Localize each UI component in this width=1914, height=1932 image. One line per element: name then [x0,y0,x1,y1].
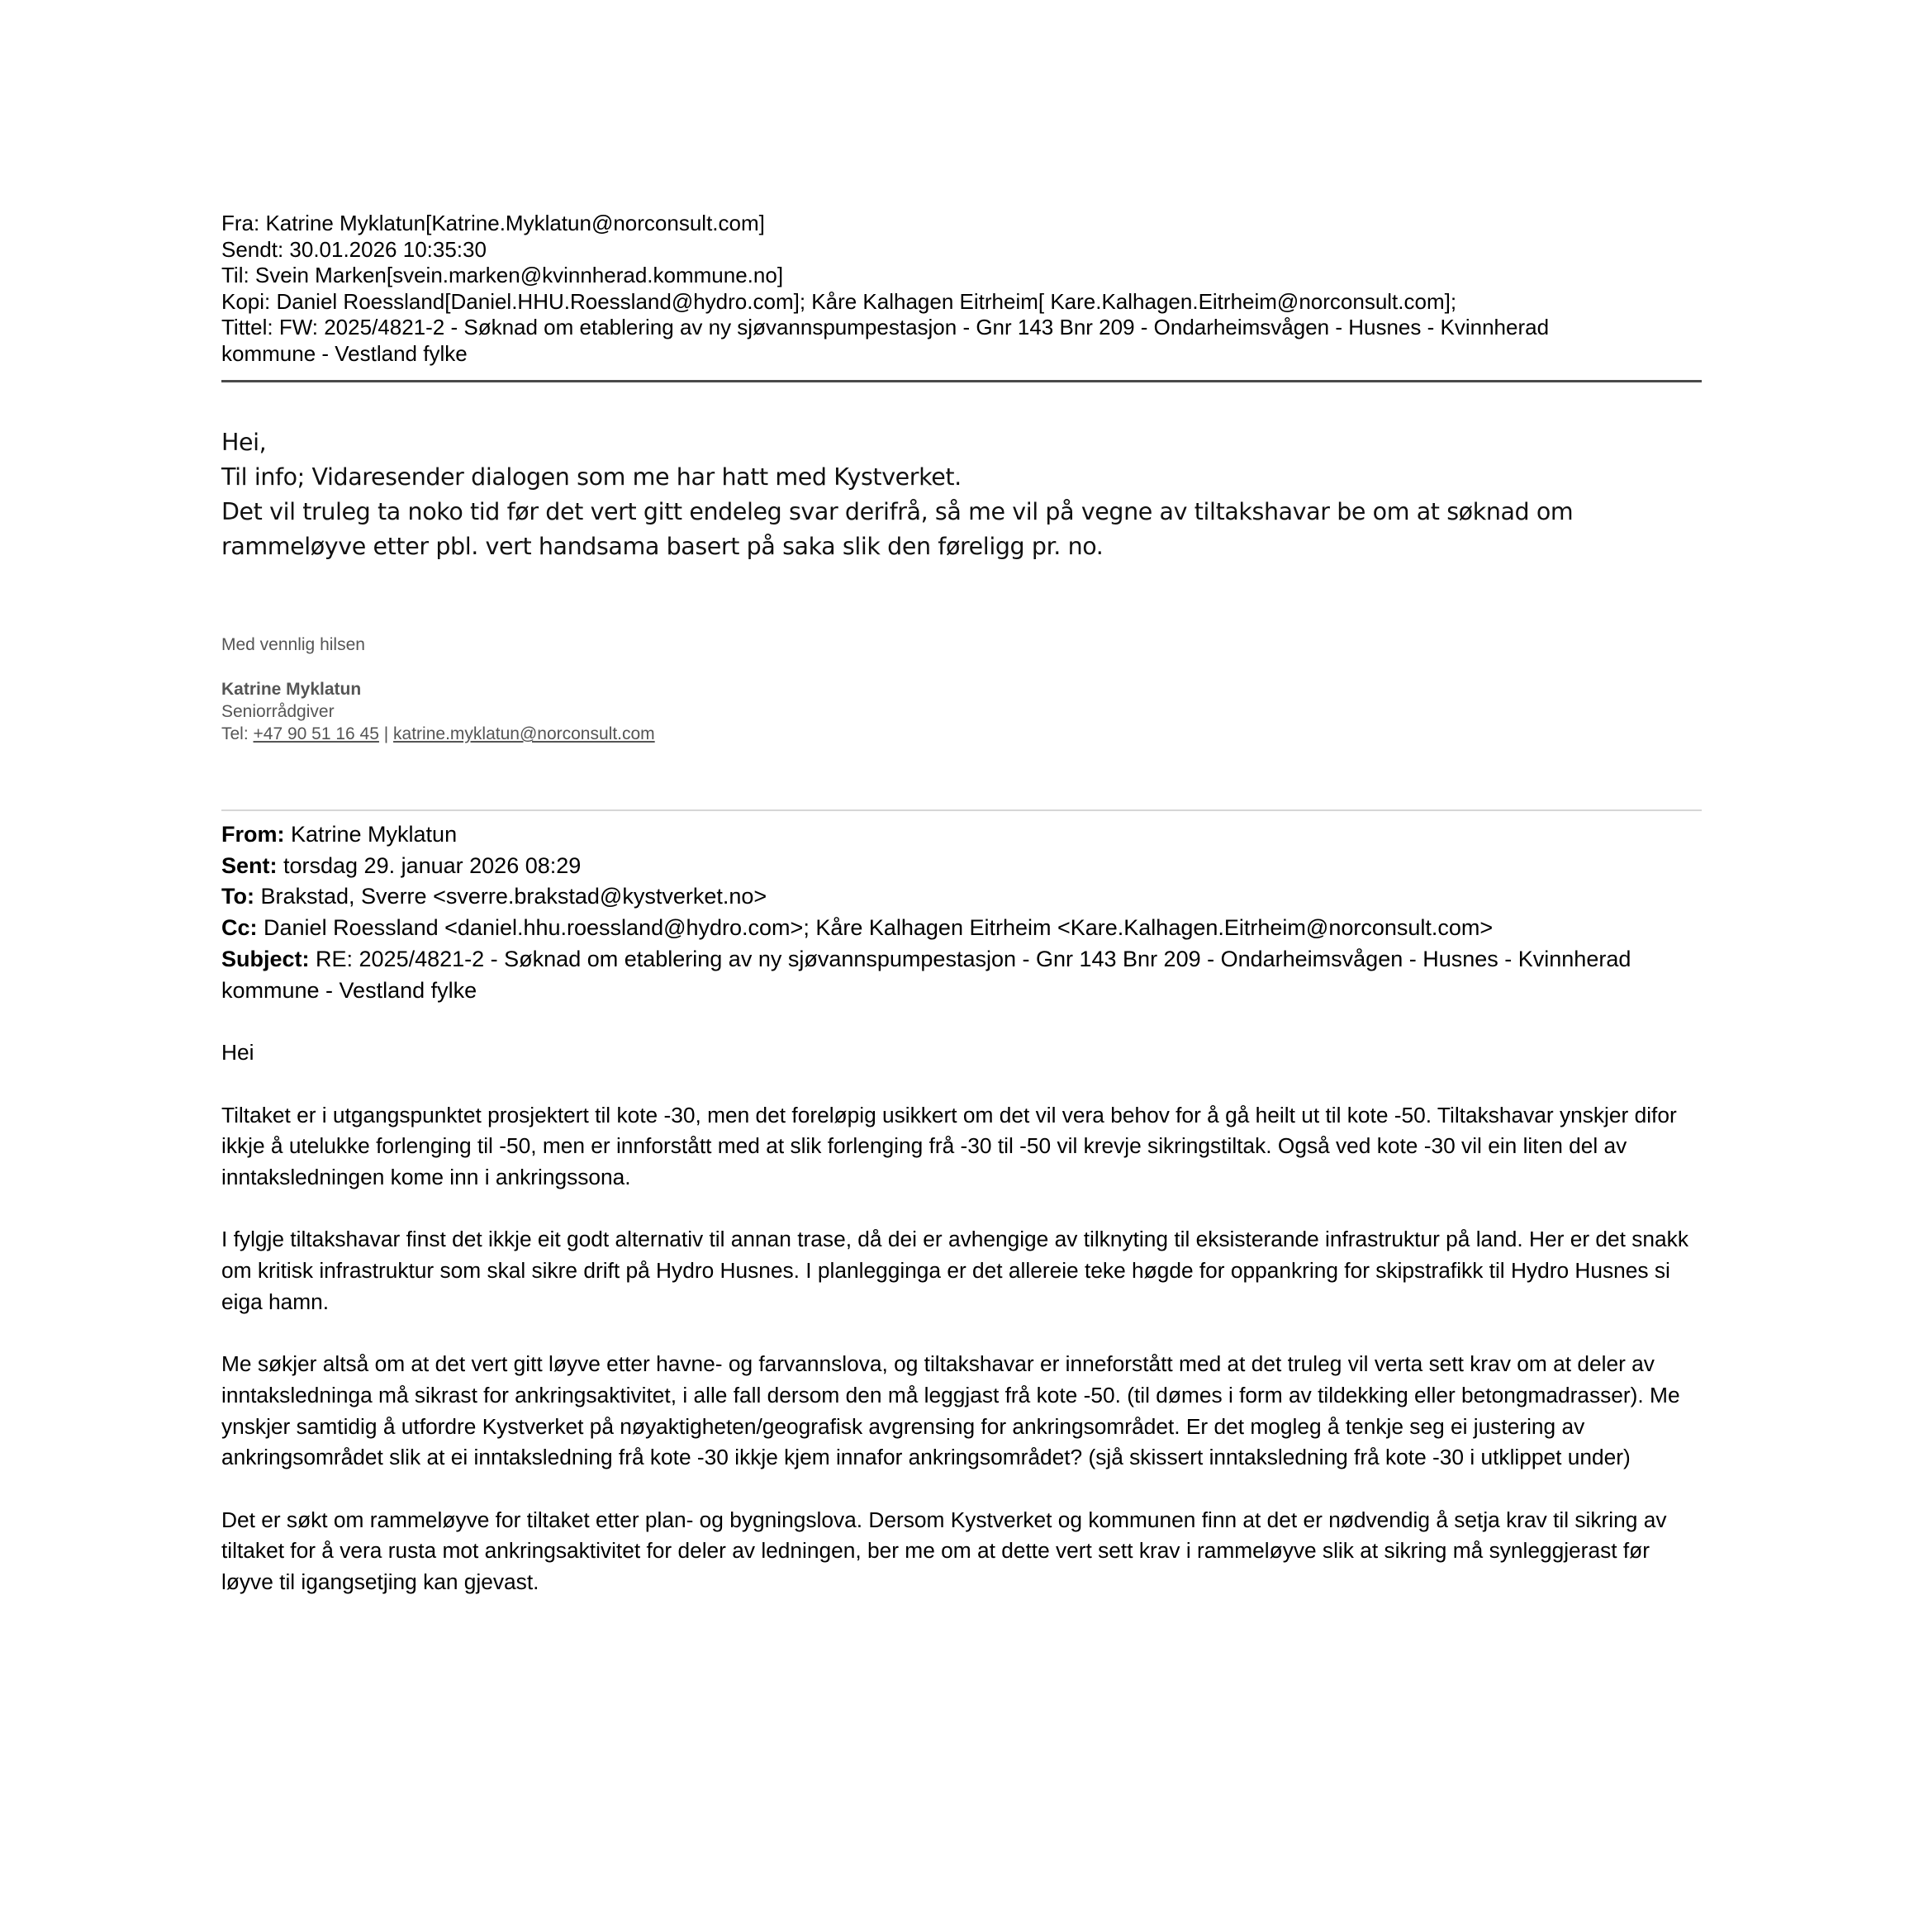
forwarded-from-label: From: [221,822,285,847]
intro-line-1: Til info; Vidaresender dialogen som me har hatt med Kystverket. [221,463,962,491]
intro-line-2: Det vil truleg ta noko tid før det vert gitt endeleg svar derifrå, så me vil på vegne av tiltakshavar be om at søknad om rammeløyve etter pbl. vert handsama basert på saka slik den føreligg pr. no. [221,498,1574,560]
header-to: Til: Svein Marken[svein.marken@kvinnherad.kommune.no] [221,263,784,287]
forwarded-cc-value: Daniel Roessland <daniel.hhu.roessland@hydro.com>; Kåre Kalhagen Eitrheim <Kare.Kalhagen.Eitrheim@norconsult.com> [257,915,1494,941]
forwarded-sent [221,851,1702,882]
forwarded-sent-value: torsdag 29. januar 2026 08:29 [277,852,582,878]
header-divider [221,380,1702,382]
forwarded-body [221,1037,1702,1598]
signature-phone-link[interactable]: +47 90 51 16 45 [253,724,379,743]
forwarded-from-value: Katrine Myklatun [284,822,458,847]
forwarded-subject-label: Subject: [221,946,310,971]
outer-email-header [221,211,1702,367]
signature-separator: | [378,724,394,743]
body-paragraph-3: Me søkjer altså om at det vert gitt løyve etter havne- og farvannslova, og tiltakshavar er inneforstått med at det truleg vil verta sett krav om at deler av inntaksledninga må sikrast for ankringsaktivitet, i alle fall dersom den må leggjast frå kote -50. (til dømes i form av tildekking eller betongmadrasser). Me ynskjer samtidig å utfordre Kystverket på nøyaktigheten/geografisk avgrensing for ankringsområdet. Er det mogleg å tenkje seg ei justering av ankringsområdet slik at ei inntaksledning frå kote -30 ikkje kjem innafor ankringsområdet? (sjå skissert inntaksledning frå kote -30 i utklippet under) [221,1351,1680,1470]
forwarded-subject [221,944,1702,1006]
body-paragraph-1: Tiltaket er i utgangspunktet prosjektert til kote -30, men det foreløpig usikkert om det vil vera behov for å gå heilt ut til kote -50. Tiltakshavar ynskjer difor ikkje å utelukke forlenging til -50, men er innforstått med at slik forlenging frå -30 til -50 vil krevje sikringstiltak. Også ved kote -30 vil ein liten del av inntaksledningen kome inn i ankringssona. [221,1102,1677,1190]
intro-message [221,425,1702,564]
forwarded-header [221,819,1702,1006]
forwarded-subject-value: RE: 2025/4821-2 - Søknad om etablering av ny sjøvannspumpestasjon - Gnr 143 Bnr 209 - Ondarheimsvågen - Husnes - Kvinnherad kommune - Vestland fylke [221,946,1631,1003]
body-paragraph-4: Det er søkt om rammeløyve for tiltaket etter plan- og bygningslova. Dersom Kystverket og kommunen finn at det er nødvendig å setja krav til sikring av tiltaket for å vera rusta mot ankringsaktivitet for deler av ledningen, ber me om at dette vert sett krav i rammeløyve slik at sikring må synleggjerast før løyve til igangsetjing kan gjevast. [221,1507,1667,1595]
forwarded-to-label: To: [221,884,254,909]
forwarded-cc-label: Cc: [221,915,258,941]
forward-divider [221,809,1702,811]
forwarded-sent-label: Sent: [221,852,278,878]
signature-email-link[interactable]: katrine.myklatun@norconsult.com [393,724,655,743]
signature-closing: Med vennlig hilsen [221,635,365,654]
forwarded-to [221,881,1702,913]
signature-name: Katrine Myklatun [221,680,362,699]
signature-contact [221,723,1702,745]
intro-greeting: Hei, [221,429,267,456]
signature-role: Seniorrådgiver [221,702,335,721]
body-greeting: Hei [221,1040,254,1066]
body-paragraph-2: I fylgje tiltakshavar finst det ikkje eit godt alternativ til annan trase, då dei er avhengige av tilknyting til eksisterande infrastruktur på land. Her er det snakk om kritisk infrastruktur som skal sikre drift på Hydro Husnes. I planlegginga er det allereie teke høgde for oppankring for skipstrafikk til Hydro Husnes si eiga hamn. [221,1227,1688,1314]
forwarded-cc [221,913,1702,944]
header-from: Fra: Katrine Myklatun[Katrine.Myklatun@norconsult.com] [221,211,765,235]
email-signature [221,634,1702,745]
forwarded-from [221,819,1702,851]
header-title-continued: kommune - Vestland fylke [221,340,468,366]
document-page [221,211,1702,1630]
signature-tel-label: Tel: [221,724,254,743]
header-sent: Sendt: 30.01.2026 10:35:30 [221,236,487,262]
header-cc: Kopi: Daniel Roessland[Daniel.HHU.Roessland@hydro.com]; Kåre Kalhagen Eitrheim[ Kare.Kalhagen.Eitrheim@norconsult.com]; [221,288,1457,314]
forwarded-to-value: Brakstad, Sverre <sverre.brakstad@kystverket.no> [254,884,767,909]
header-title: Tittel: FW: 2025/4821-2 - Søknad om etablering av ny sjøvannspumpestasjon - Gnr 143 Bnr 209 - Ondarheimsvågen - Husnes - Kvinnherad [221,315,1550,339]
